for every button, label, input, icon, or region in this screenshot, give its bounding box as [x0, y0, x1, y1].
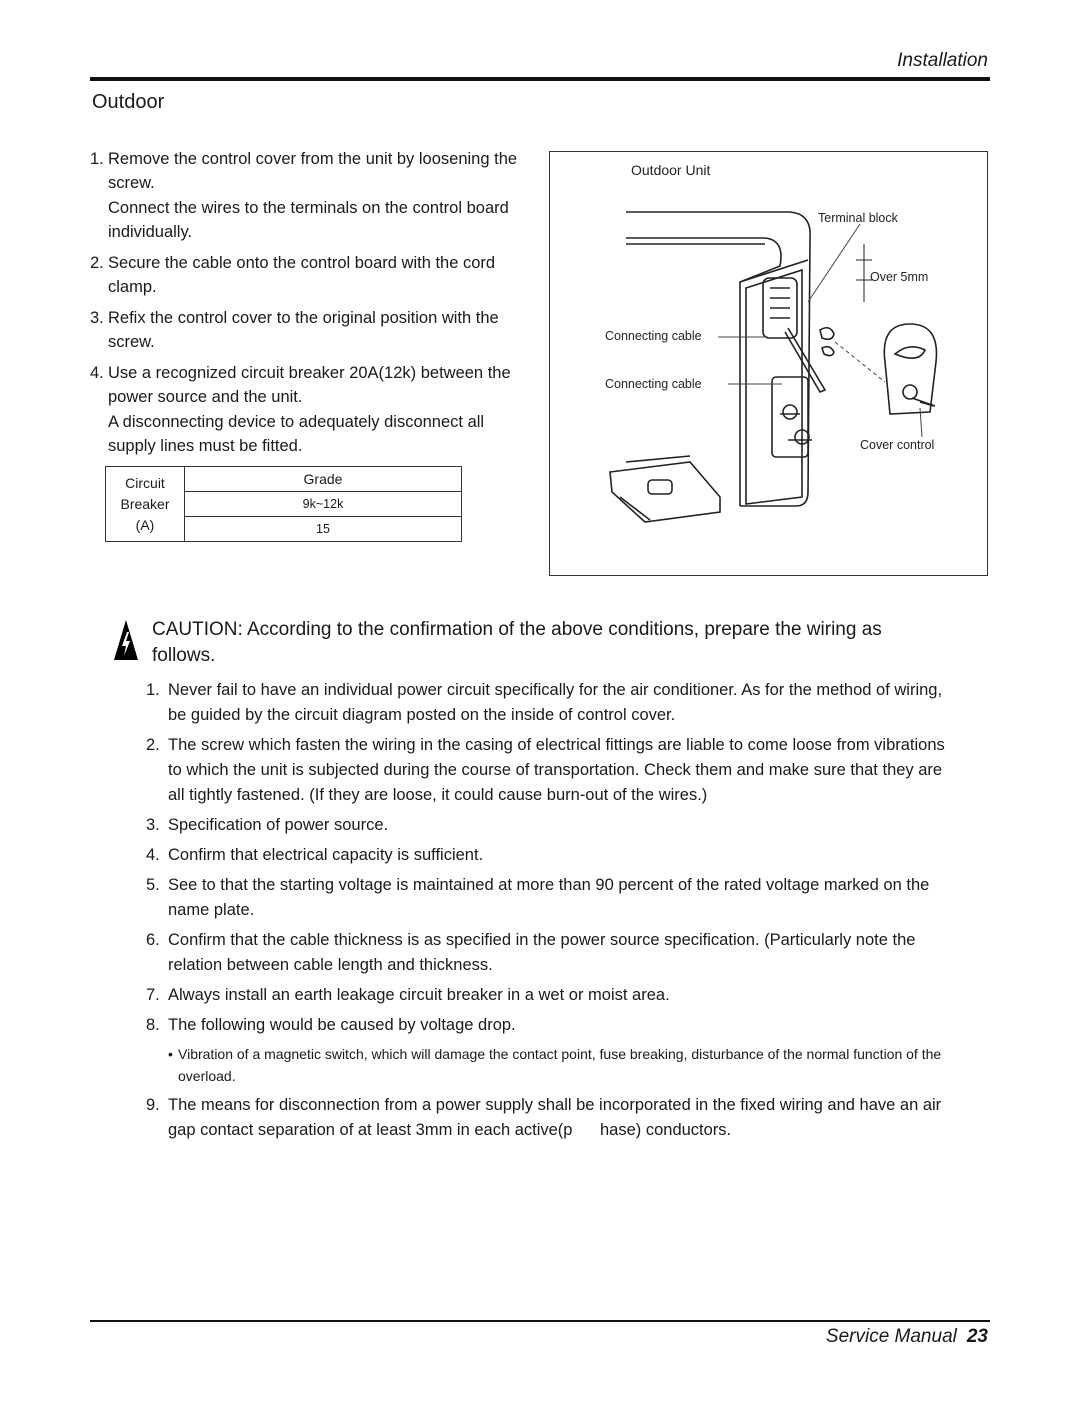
- row-header-cell: [106, 467, 185, 542]
- page-number: 23: [966, 1326, 988, 1347]
- caution-item: [146, 983, 946, 1008]
- caution-item: [146, 813, 946, 838]
- terminal-block-label: Terminal block: [818, 211, 898, 225]
- connecting-cable-label: Connecting cable: [605, 329, 702, 343]
- step-text: A disconnecting device to adequately disconnect all supply lines must be fitted.: [108, 413, 485, 455]
- bullet-icon: •: [168, 1046, 173, 1062]
- outdoor-unit-illustration: [550, 152, 987, 575]
- header-rule: [90, 77, 990, 81]
- caution-item: [146, 733, 946, 808]
- running-header: Installation: [897, 50, 988, 71]
- footer-label: Service Manual: [825, 1326, 957, 1347]
- step-text: Refix the control cover to the original position with the screw.: [108, 309, 499, 351]
- footer-rule: [90, 1320, 990, 1322]
- cover-control-label: Cover control: [860, 438, 935, 452]
- caution-item: [146, 843, 946, 868]
- step-text: Remove the control cover from the unit by loosening the screw.: [108, 150, 518, 192]
- item-text: The following would be caused by voltage drop.: [168, 1016, 516, 1034]
- row-header-line: Breaker: [120, 495, 170, 512]
- item-number: 2.: [146, 736, 160, 754]
- item-number: 8.: [146, 1016, 160, 1034]
- item-number: 5.: [146, 876, 160, 894]
- outdoor-unit-label: Outdoor Unit: [631, 162, 711, 178]
- item-number: 7.: [146, 986, 160, 1004]
- circuit-breaker-table: [105, 466, 462, 542]
- step-item: [90, 148, 535, 244]
- item-text: Always install an earth leakage circuit breaker in a wet or moist area.: [168, 986, 670, 1004]
- step-text: Secure the cable onto the control board with the cord clamp.: [108, 254, 496, 296]
- note-text: Vibration of a magnetic switch, which will damage the contact point, fuse breaking, disturbance of the normal function of the overload.: [178, 1046, 942, 1084]
- item-text: Confirm that electrical capacity is sufficient.: [168, 846, 484, 864]
- step-text: Connect the wires to the terminals on the control board individually.: [108, 199, 509, 241]
- step-number: 3.: [90, 309, 104, 327]
- item-number: 3.: [146, 816, 160, 834]
- row-header-line: Circuit: [125, 474, 165, 491]
- caution-item: [146, 873, 946, 923]
- step-item: [90, 362, 535, 458]
- item-number: 6.: [146, 931, 160, 949]
- caution-item: [146, 928, 946, 978]
- item-text: Never fail to have an individual power circuit specifically for the air conditioner. As for the method of wiring, be guided by the circuit diagram posted on the inside of control cover.: [168, 681, 943, 724]
- step-text: Use a recognized circuit breaker 20A(12k) between the power source and the unit.: [108, 364, 511, 406]
- item-text: The means for disconnection from a power supply shall be incorporated in the fixed wiring and have an air gap contact separation of at least 3mm in each active(p hase) conductors.: [168, 1096, 946, 1139]
- connecting-cable-label: Connecting cable: [605, 377, 702, 391]
- section-title: Outdoor: [92, 91, 165, 113]
- step-number: 4.: [90, 364, 104, 382]
- item-number: 1.: [146, 681, 160, 699]
- installation-steps: [90, 148, 535, 466]
- outdoor-unit-figure: [549, 151, 988, 576]
- item-number: 9.: [146, 1096, 160, 1114]
- item-text: The screw which fasten the wiring in the casing of electrical fittings are liable to come loose from vibrations to which the unit is subjected during the course of transportation. Check them and make sure that they are all tightly fastened. (If they are loose, it could cause burn-out of the wires.): [168, 736, 945, 804]
- caution-item: [146, 1093, 946, 1143]
- step-item: [90, 307, 535, 354]
- over-5mm-label: Over 5mm: [870, 270, 929, 284]
- breaker-value-cell: 15: [185, 517, 462, 542]
- step-number: 1.: [90, 150, 104, 168]
- warning-icon: [114, 620, 138, 660]
- caution-heading: CAUTION: According to the confirmation of the above conditions, prepare the wiring as follows.: [152, 619, 882, 666]
- item-number: 4.: [146, 846, 160, 864]
- item-text: See to that the starting voltage is maintained at more than 90 percent of the rated voltage marked on the name plate.: [168, 876, 930, 919]
- caution-list: [146, 678, 946, 1148]
- bullet-note: [168, 1043, 946, 1087]
- footer: [826, 1326, 988, 1348]
- item-text: Confirm that the cable thickness is as specified in the power source specification. (Particularly note the relation between cable length and thickness.: [168, 931, 916, 974]
- step-item: [90, 252, 535, 299]
- caution-item: [146, 1013, 946, 1038]
- item-text: Specification of power source.: [168, 816, 389, 834]
- caution-item: [146, 678, 946, 728]
- grade-header-cell: Grade: [185, 467, 462, 492]
- row-header-line: (A): [135, 516, 155, 533]
- step-number: 2.: [90, 254, 104, 272]
- grade-cell: 9k~12k: [185, 492, 462, 517]
